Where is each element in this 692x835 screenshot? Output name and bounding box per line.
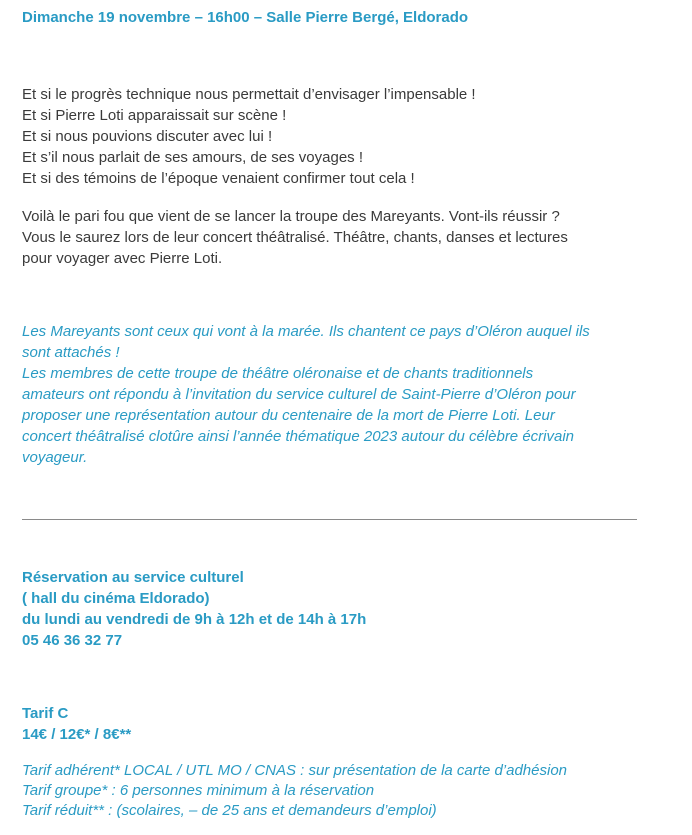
troupe-line: proposer une représentation autour du centenaire de la mort de Pierre Loti. Leur — [22, 407, 555, 424]
description-line: Vous le saurez lors de leur concert théâtralisé. Théâtre, chants, danses et lectures — [22, 229, 568, 246]
tarif-notes — [22, 761, 567, 821]
intro-line: Et si des témoins de l’époque venaient confirmer tout cela ! — [22, 170, 415, 187]
tarif-title: Tarif C — [22, 705, 69, 722]
intro-line: Et si le progrès technique nous permettait d’envisager l’impensable ! — [22, 86, 476, 103]
section-divider — [22, 519, 637, 520]
intro-paragraph — [22, 84, 642, 189]
troupe-line: Les membres de cette troupe de théâtre oléronaise et de chants traditionnels — [22, 365, 534, 382]
event-heading: Dimanche 19 novembre – 16h00 – Salle Pierre Bergé, Eldorado — [22, 9, 469, 26]
intro-line: Et si Pierre Loti apparaissait sur scène ! — [22, 107, 287, 124]
tarif-note: Tarif adhérent* LOCAL / UTL MO / CNAS : sur présentation de la carte d’adhésion — [22, 762, 568, 779]
description-paragraph — [22, 206, 642, 269]
tarif-section — [22, 703, 131, 745]
description-line: pour voyager avec Pierre Loti. — [22, 250, 223, 267]
troupe-description — [22, 321, 647, 468]
troupe-line: amateurs ont répondu à l’invitation du service culturel de Saint-Pierre d’Oléron pour — [22, 386, 576, 403]
reservation-info — [22, 567, 366, 651]
troupe-line: sont attachés ! — [22, 344, 120, 361]
intro-line: Et s’il nous parlait de ses amours, de ses voyages ! — [22, 149, 364, 166]
tarif-note: Tarif groupe* : 6 personnes minimum à la réservation — [22, 782, 375, 799]
troupe-line: voyageur. — [22, 449, 88, 466]
reservation-phone: 05 46 36 32 77 — [22, 632, 123, 649]
description-line: Voilà le pari fou que vient de se lancer la troupe des Mareyants. Vont-ils réussir ? — [22, 208, 560, 225]
tarif-note: Tarif réduit** : (scolaires, – de 25 ans et demandeurs d’emploi) — [22, 802, 437, 819]
tarif-prices: 14€ / 12€* / 8€** — [22, 726, 132, 743]
intro-line: Et si nous pouvions discuter avec lui ! — [22, 128, 273, 145]
reservation-line: ( hall du cinéma Eldorado) — [22, 590, 210, 607]
reservation-hours: du lundi au vendredi de 9h à 12h et de 14h à 17h — [22, 611, 367, 628]
troupe-line: Les Mareyants sont ceux qui vont à la marée. Ils chantent ce pays d’Oléron auquel ils — [22, 323, 590, 340]
reservation-line: Réservation au service culturel — [22, 569, 244, 586]
troupe-line: concert théâtralisé clotûre ainsi l’année thématique 2023 autour du célèbre écrivain — [22, 428, 575, 445]
